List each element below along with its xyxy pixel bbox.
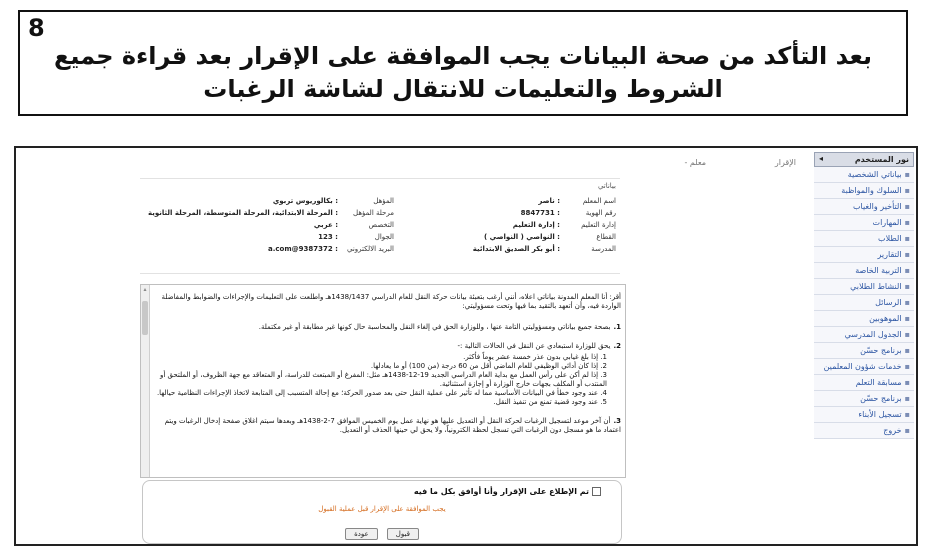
bullet-icon: ▪ (904, 362, 910, 371)
consent-point-2: 2.يحق للوزارة استبعادي عن النقل في الحالات التالية :- (457, 342, 621, 350)
instruction-banner (18, 10, 908, 116)
bullet-icon: ▪ (904, 298, 910, 307)
info-row: الجوال: 123 (318, 233, 394, 241)
agree-checkbox-row[interactable] (414, 487, 601, 496)
sidebar-item-messages[interactable]: ▪الرسائل (814, 295, 914, 311)
bullet-icon: ▪ (904, 170, 910, 179)
consent-point-3: 3.أن آخر موعد لتسجيل الرغبات لحركة النقل أو التعديل عليها هو نهاية عمل يوم الخميس الموافق 7-2-1438هـ وبعدها سيتم اغلاق صفحة إدخال الرغبات ويتم اعتماد ما هو مسجل دون الرغبات التي تسجل لحظة الكترونياً، ولا يحق لي حينها الحذف أو التعديل. (164, 417, 621, 434)
info-row: اسم المعلم: ناصر (538, 197, 616, 205)
nav-confession[interactable]: الإقرار (774, 158, 796, 167)
info-row: التخصص: عربي (313, 221, 394, 229)
bullet-icon: ▪ (904, 186, 910, 195)
agreement-panel (142, 480, 622, 544)
sidebar-item-program[interactable]: ▪برنامج حسّن (814, 343, 914, 359)
bullet-icon: ▪ (904, 266, 910, 275)
info-row: البريد الالكتروني: a.com@9387372 (268, 245, 394, 253)
sidebar-item-absence[interactable]: ▪التأخير والغياب (814, 199, 914, 215)
consent-point-1: 1.بصحة جميع بياناتي ومسؤوليتي التامة عنها ، وللوزارة الحق في إلغاء النقل والمحاسبة حال كونها غير مطابقة أو غير مكتملة. (258, 323, 621, 331)
sidebar-item-special-ed[interactable]: ▪التربية الخاصة (814, 263, 914, 279)
scroll-up-icon[interactable]: ▴ (143, 286, 147, 293)
banner-line-2: الشروط والتعليمات للانتقال لشاشة الرغبات (203, 75, 723, 103)
sidebar-menu (814, 152, 914, 439)
banner-line-1: بعد التأكد من صحة البيانات يجب الموافقة على الإقرار بعد قراءة جميع (53, 42, 873, 70)
info-row: رقم الهوية: 8847731 (520, 209, 616, 217)
sidebar-item-students[interactable]: ▪الطلاب (814, 231, 914, 247)
consent-sub-1: 1. إذا بلغ غيابي بدون عذر خمسة عشر يوماً فأكثر. (463, 353, 607, 361)
bullet-icon: ▪ (904, 282, 910, 291)
bullet-icon: ▪ (904, 218, 910, 227)
info-row: مرحلة المؤهل: المرحلة الابتدائية، المرحلة المتوسطة، المرحلة الثانوية (148, 209, 394, 217)
info-row: المدرسة: أبو بكر الصديق الابتدائية (472, 245, 616, 253)
bullet-icon: ▪ (904, 314, 910, 323)
sidebar-item-register-children[interactable]: ▪تسجيل الأبناء (814, 407, 914, 423)
sidebar-item-behavior[interactable]: ▪السلوك والمواظبة (814, 183, 914, 199)
banner-text (20, 40, 906, 106)
consent-text-box[interactable] (140, 284, 626, 478)
scroll-thumb[interactable] (142, 301, 148, 335)
back-button[interactable]: عودة (345, 528, 378, 540)
app-screenshot (14, 146, 918, 546)
bullet-icon: ▪ (904, 378, 910, 387)
collapse-arrow-icon[interactable]: ◂ (819, 154, 824, 163)
bullet-icon: ▪ (904, 410, 910, 419)
sidebar-item-reports[interactable]: ▪التقارير (814, 247, 914, 263)
agree-warning: يجب الموافقة على الإقرار قبل عملية القبول (318, 505, 446, 513)
info-row: إدارة التعليم: إدارة التعليم (512, 221, 616, 229)
personal-info-panel (140, 178, 620, 274)
bullet-icon: ▪ (904, 394, 910, 403)
bullet-icon: ▪ (904, 426, 910, 435)
step-number: 8 (28, 14, 45, 42)
bullet-icon: ▪ (904, 202, 910, 211)
sidebar-header[interactable] (814, 152, 914, 167)
scrollbar[interactable] (141, 285, 150, 477)
consent-sub-4: 4. عند وجود خطأ في البيانات الأساسية مما له تأثير على عملية النقل حتى بعد صدور الحركة؛ مع إحالة المتسبب إلى المتابعة لاتخاذ الإجراءات النظامية حيالها. (156, 389, 607, 397)
nav-teacher[interactable]: معلم - (684, 158, 706, 167)
bullet-icon: ▪ (904, 346, 910, 355)
bullet-icon: ▪ (904, 234, 910, 243)
bullet-icon: ▪ (904, 330, 910, 339)
sidebar-header-label: نور المستخدم (854, 155, 909, 164)
consent-content (153, 293, 621, 445)
sidebar-item-activity[interactable]: ▪النشاط الطلابي (814, 279, 914, 295)
consent-intro: أقر: أنا المعلم المدونة بياناتي اعلاه، أنني أرغب بتعبئة بيانات حركة النقل للعام الدراسي 1438/1437هـ واطلعت على التعليمات والإجراءات والضوابط والمفاضلة الواردة فيه، وأن أتعهد بالتقيد بما فيها وتحت مسؤوليتي: (161, 293, 621, 310)
consent-sub-3: 3. إذا لم أكن على رأس العمل مع بداية العام الدراسي الجديد 19-12-1438هـ مثل: المفرغ أو المبتعث للدراسة، أو المتعاقد مع جهة الظروف، أو الملتحق أو المنتدب أو المكلف بجهات خارج الوزارة أو إجازة استثنائية. (159, 371, 607, 388)
consent-sub-2: 2. إذا كان أدائي الوظيفي للعام الماضي أقل من 60 درجة (من 100) أو ما يعادلها. (370, 362, 607, 370)
agree-label: تم الإطلاع على الإقرار وأنا أوافق بكل ما فيه (413, 487, 589, 496)
sidebar-item-teacher-services[interactable]: ▪خدمات شؤون المعلمين (814, 359, 914, 375)
sidebar-item-personal[interactable]: ▪بياناتي الشخصية (814, 167, 914, 183)
sidebar-item-schedule[interactable]: ▪الجدول المدرسي (814, 327, 914, 343)
agreement-buttons (143, 521, 621, 540)
sidebar-item-competition[interactable]: ▪مسابقة التعلم (814, 375, 914, 391)
info-row: المؤهل: بكالوريوس تربوي (272, 197, 394, 205)
agree-checkbox[interactable] (592, 487, 601, 496)
info-row: القطاع: النواصي ( النواصي ) (484, 233, 616, 241)
sidebar-item-gifted[interactable]: ▪الموهوبين (814, 311, 914, 327)
bullet-icon: ▪ (904, 250, 910, 259)
sidebar-item-skills[interactable]: ▪المهارات (814, 215, 914, 231)
consent-sub-5: 5. عند وجود قضية تمنع من تنفيذ النقل. (493, 398, 607, 406)
sidebar-item-logout[interactable]: ▪خروج (814, 423, 914, 439)
sidebar-item-program-2[interactable]: ▪برنامج حسّن (814, 391, 914, 407)
info-title: بياناتي (597, 182, 616, 190)
accept-button[interactable]: قبول (387, 528, 419, 540)
